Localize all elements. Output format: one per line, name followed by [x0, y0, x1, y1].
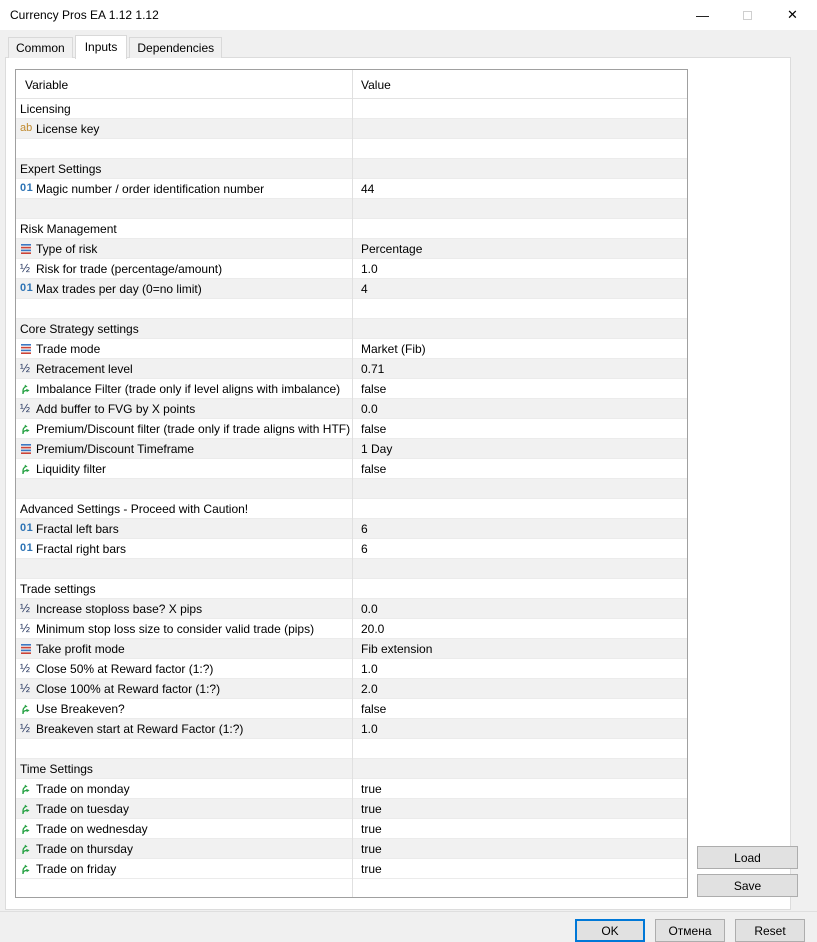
param-label: Add buffer to FVG by X points: [36, 401, 196, 416]
section-label: Trade settings: [20, 581, 96, 596]
param-row[interactable]: [16, 239, 687, 259]
param-label: Trade on tuesday: [36, 801, 129, 816]
variable-cell: [16, 322, 352, 336]
tab-strip: [8, 35, 224, 58]
bool-icon: [20, 382, 36, 395]
param-row[interactable]: [16, 719, 687, 739]
bool-icon: [20, 842, 36, 855]
param-label: Premium/Discount Timeframe: [36, 441, 195, 456]
param-label: Fractal right bars: [36, 541, 127, 556]
maximize-icon: [743, 11, 752, 20]
section-label: Core Strategy settings: [20, 321, 139, 336]
inputs-tab-panel: [5, 57, 791, 910]
param-row[interactable]: [16, 639, 687, 659]
variable-cell: [16, 662, 352, 676]
param-label: Trade on wednesday: [36, 821, 148, 836]
param-row[interactable]: [16, 339, 687, 359]
variable-cell: [16, 222, 352, 236]
string-icon: ab: [20, 122, 33, 134]
double-icon: ½: [20, 261, 31, 275]
param-row[interactable]: [16, 839, 687, 859]
spacer-row[interactable]: [16, 479, 687, 499]
spacer-row[interactable]: [16, 199, 687, 219]
param-row[interactable]: [16, 399, 687, 419]
param-label: Trade on thursday: [36, 841, 133, 856]
param-row[interactable]: [16, 419, 687, 439]
enum-icon: [20, 242, 36, 255]
double-icon: ½: [20, 661, 31, 675]
variable-cell: [16, 102, 352, 116]
param-row[interactable]: [16, 659, 687, 679]
value-cell[interactable]: 6: [361, 541, 368, 556]
variable-cell: [16, 362, 352, 376]
value-cell[interactable]: 1.0: [361, 721, 378, 736]
section-label: Advanced Settings - Proceed with Caution!: [20, 501, 249, 516]
param-label: Fractal left bars: [36, 521, 119, 536]
window-controls: [680, 0, 815, 30]
integer-icon: 01: [20, 522, 34, 534]
value-column-header: Value: [361, 78, 391, 92]
variable-cell: [16, 762, 352, 776]
param-row[interactable]: [16, 459, 687, 479]
param-label: Magic number / order identification number: [36, 181, 265, 196]
param-row[interactable]: [16, 599, 687, 619]
param-label: Take profit mode: [36, 641, 125, 656]
variable-cell: [16, 842, 352, 856]
title-bar: [0, 0, 817, 30]
load-button[interactable]: Load: [697, 846, 798, 869]
value-cell[interactable]: Market (Fib): [361, 341, 426, 356]
integer-icon: 01: [20, 542, 34, 554]
param-label: License key: [36, 121, 100, 136]
value-cell[interactable]: true: [361, 861, 382, 876]
section-row[interactable]: [16, 319, 687, 339]
value-cell[interactable]: 1.0: [361, 261, 378, 276]
value-cell[interactable]: 1 Day: [361, 441, 393, 456]
param-row[interactable]: [16, 819, 687, 839]
value-cell[interactable]: 44: [361, 181, 375, 196]
variable-cell: [16, 262, 352, 276]
param-row[interactable]: [16, 539, 687, 559]
value-cell[interactable]: 2.0: [361, 681, 378, 696]
dialog-footer: [0, 911, 817, 942]
param-table-body: [16, 99, 687, 879]
param-label: Increase stoploss base? X pips: [36, 601, 203, 616]
variable-cell: [16, 342, 352, 356]
cancel-button[interactable]: Отмена: [655, 919, 725, 942]
parameters-table[interactable]: [15, 69, 688, 898]
variable-cell: [16, 242, 352, 256]
section-label: Expert Settings: [20, 161, 102, 176]
variable-cell: [16, 442, 352, 456]
tab-dependencies[interactable]: Dependencies: [129, 37, 222, 58]
variable-cell: [16, 422, 352, 436]
value-cell[interactable]: true: [361, 841, 382, 856]
value-cell[interactable]: 0.0: [361, 601, 378, 616]
spacer-row[interactable]: [16, 299, 687, 319]
variable-cell: [16, 182, 352, 196]
value-cell[interactable]: Percentage: [361, 241, 423, 256]
minimize-icon: —: [696, 7, 709, 23]
variable-cell: [16, 642, 352, 656]
param-label: Breakeven start at Reward Factor (1:?): [36, 721, 244, 736]
bool-icon: [20, 462, 36, 475]
double-icon: ½: [20, 401, 31, 415]
variable-cell: [16, 502, 352, 516]
spacer-row[interactable]: [16, 139, 687, 159]
param-row[interactable]: [16, 679, 687, 699]
variable-cell: [16, 462, 352, 476]
variable-cell: [16, 722, 352, 736]
double-icon: ½: [20, 621, 31, 635]
maximize-button[interactable]: [725, 0, 770, 30]
param-label: Retracement level: [36, 361, 133, 376]
variable-cell: [16, 162, 352, 176]
variable-cell: [16, 622, 352, 636]
param-row[interactable]: [16, 619, 687, 639]
param-row[interactable]: [16, 699, 687, 719]
param-label: Minimum stop loss size to consider valid trade (pips): [36, 621, 315, 636]
tab-inputs[interactable]: Inputs: [75, 35, 128, 59]
variable-cell: [16, 402, 352, 416]
param-row[interactable]: [16, 799, 687, 819]
value-cell[interactable]: 20.0: [361, 621, 385, 636]
variable-cell: [16, 542, 352, 556]
enum-icon: [20, 342, 36, 355]
bool-icon: [20, 802, 36, 815]
variable-cell: [16, 702, 352, 716]
value-cell[interactable]: 6: [361, 521, 368, 536]
bool-icon: [20, 822, 36, 835]
bool-icon: [20, 422, 36, 435]
enum-icon: [20, 442, 36, 455]
section-row[interactable]: [16, 759, 687, 779]
param-row[interactable]: [16, 439, 687, 459]
section-row[interactable]: [16, 99, 687, 119]
table-header: [16, 70, 687, 99]
value-cell[interactable]: 1.0: [361, 661, 378, 676]
param-row[interactable]: [16, 379, 687, 399]
value-cell[interactable]: Fib extension: [361, 641, 433, 656]
value-cell[interactable]: 0.0: [361, 401, 378, 416]
param-row[interactable]: [16, 519, 687, 539]
variable-cell: [16, 862, 352, 876]
param-label: Premium/Discount filter (trade only if trade aligns with HTF): [36, 421, 351, 436]
param-label: Trade on friday: [36, 861, 117, 876]
value-cell[interactable]: 4: [361, 281, 368, 296]
bool-icon: [20, 782, 36, 795]
param-row[interactable]: [16, 179, 687, 199]
value-cell[interactable]: false: [361, 381, 387, 396]
param-row[interactable]: [16, 119, 687, 139]
bool-icon: [20, 862, 36, 875]
param-label: Close 50% at Reward factor (1:?): [36, 661, 214, 676]
section-row[interactable]: [16, 219, 687, 239]
section-row[interactable]: [16, 159, 687, 179]
bool-icon: [20, 702, 36, 715]
spacer-row[interactable]: [16, 739, 687, 759]
param-label: Imbalance Filter (trade only if level aligns with imbalance): [36, 381, 341, 396]
value-cell[interactable]: false: [361, 701, 387, 716]
param-label: Max trades per day (0=no limit): [36, 281, 202, 296]
param-label: Trade mode: [36, 341, 101, 356]
minimize-button[interactable]: [680, 0, 725, 30]
value-cell[interactable]: true: [361, 821, 382, 836]
variable-cell: [16, 822, 352, 836]
tab-common[interactable]: Common: [8, 37, 73, 58]
param-label: Liquidity filter: [36, 461, 107, 476]
param-row[interactable]: [16, 259, 687, 279]
variable-cell: [16, 582, 352, 596]
integer-icon: 01: [20, 182, 34, 194]
ok-button[interactable]: OK: [575, 919, 645, 942]
section-label: Time Settings: [20, 761, 93, 776]
param-label: Use Breakeven?: [36, 701, 125, 716]
section-label: Risk Management: [20, 221, 117, 236]
value-cell[interactable]: 0.71: [361, 361, 385, 376]
variable-cell: [16, 682, 352, 696]
param-label: Type of risk: [36, 241, 98, 256]
value-cell[interactable]: true: [361, 781, 382, 796]
enum-icon: [20, 642, 36, 655]
param-label: Risk for trade (percentage/amount): [36, 261, 223, 276]
section-row[interactable]: [16, 499, 687, 519]
value-cell[interactable]: false: [361, 421, 387, 436]
variable-cell: [16, 282, 352, 296]
value-cell[interactable]: true: [361, 801, 382, 816]
variable-cell: [16, 122, 352, 136]
param-row[interactable]: [16, 359, 687, 379]
variable-cell: [16, 782, 352, 796]
param-label: Trade on monday: [36, 781, 130, 796]
spacer-row[interactable]: [16, 559, 687, 579]
close-button[interactable]: [770, 0, 815, 30]
double-icon: ½: [20, 681, 31, 695]
double-icon: ½: [20, 361, 31, 375]
reset-button[interactable]: Reset: [735, 919, 805, 942]
variable-cell: [16, 522, 352, 536]
variable-cell: [16, 382, 352, 396]
double-icon: ½: [20, 721, 31, 735]
variable-cell: [16, 802, 352, 816]
double-icon: ½: [20, 601, 31, 615]
section-label: Licensing: [20, 101, 71, 116]
param-row[interactable]: [16, 279, 687, 299]
param-label: Close 100% at Reward factor (1:?): [36, 681, 221, 696]
save-button[interactable]: Save: [697, 874, 798, 897]
value-cell[interactable]: false: [361, 461, 387, 476]
param-row[interactable]: [16, 779, 687, 799]
param-row[interactable]: [16, 859, 687, 879]
close-icon: ✕: [787, 7, 798, 22]
variable-cell: [16, 602, 352, 616]
section-row[interactable]: [16, 579, 687, 599]
window-title: Currency Pros EA 1.12 1.12: [10, 8, 159, 22]
variable-column-header: Variable: [25, 78, 69, 92]
integer-icon: 01: [20, 282, 34, 294]
